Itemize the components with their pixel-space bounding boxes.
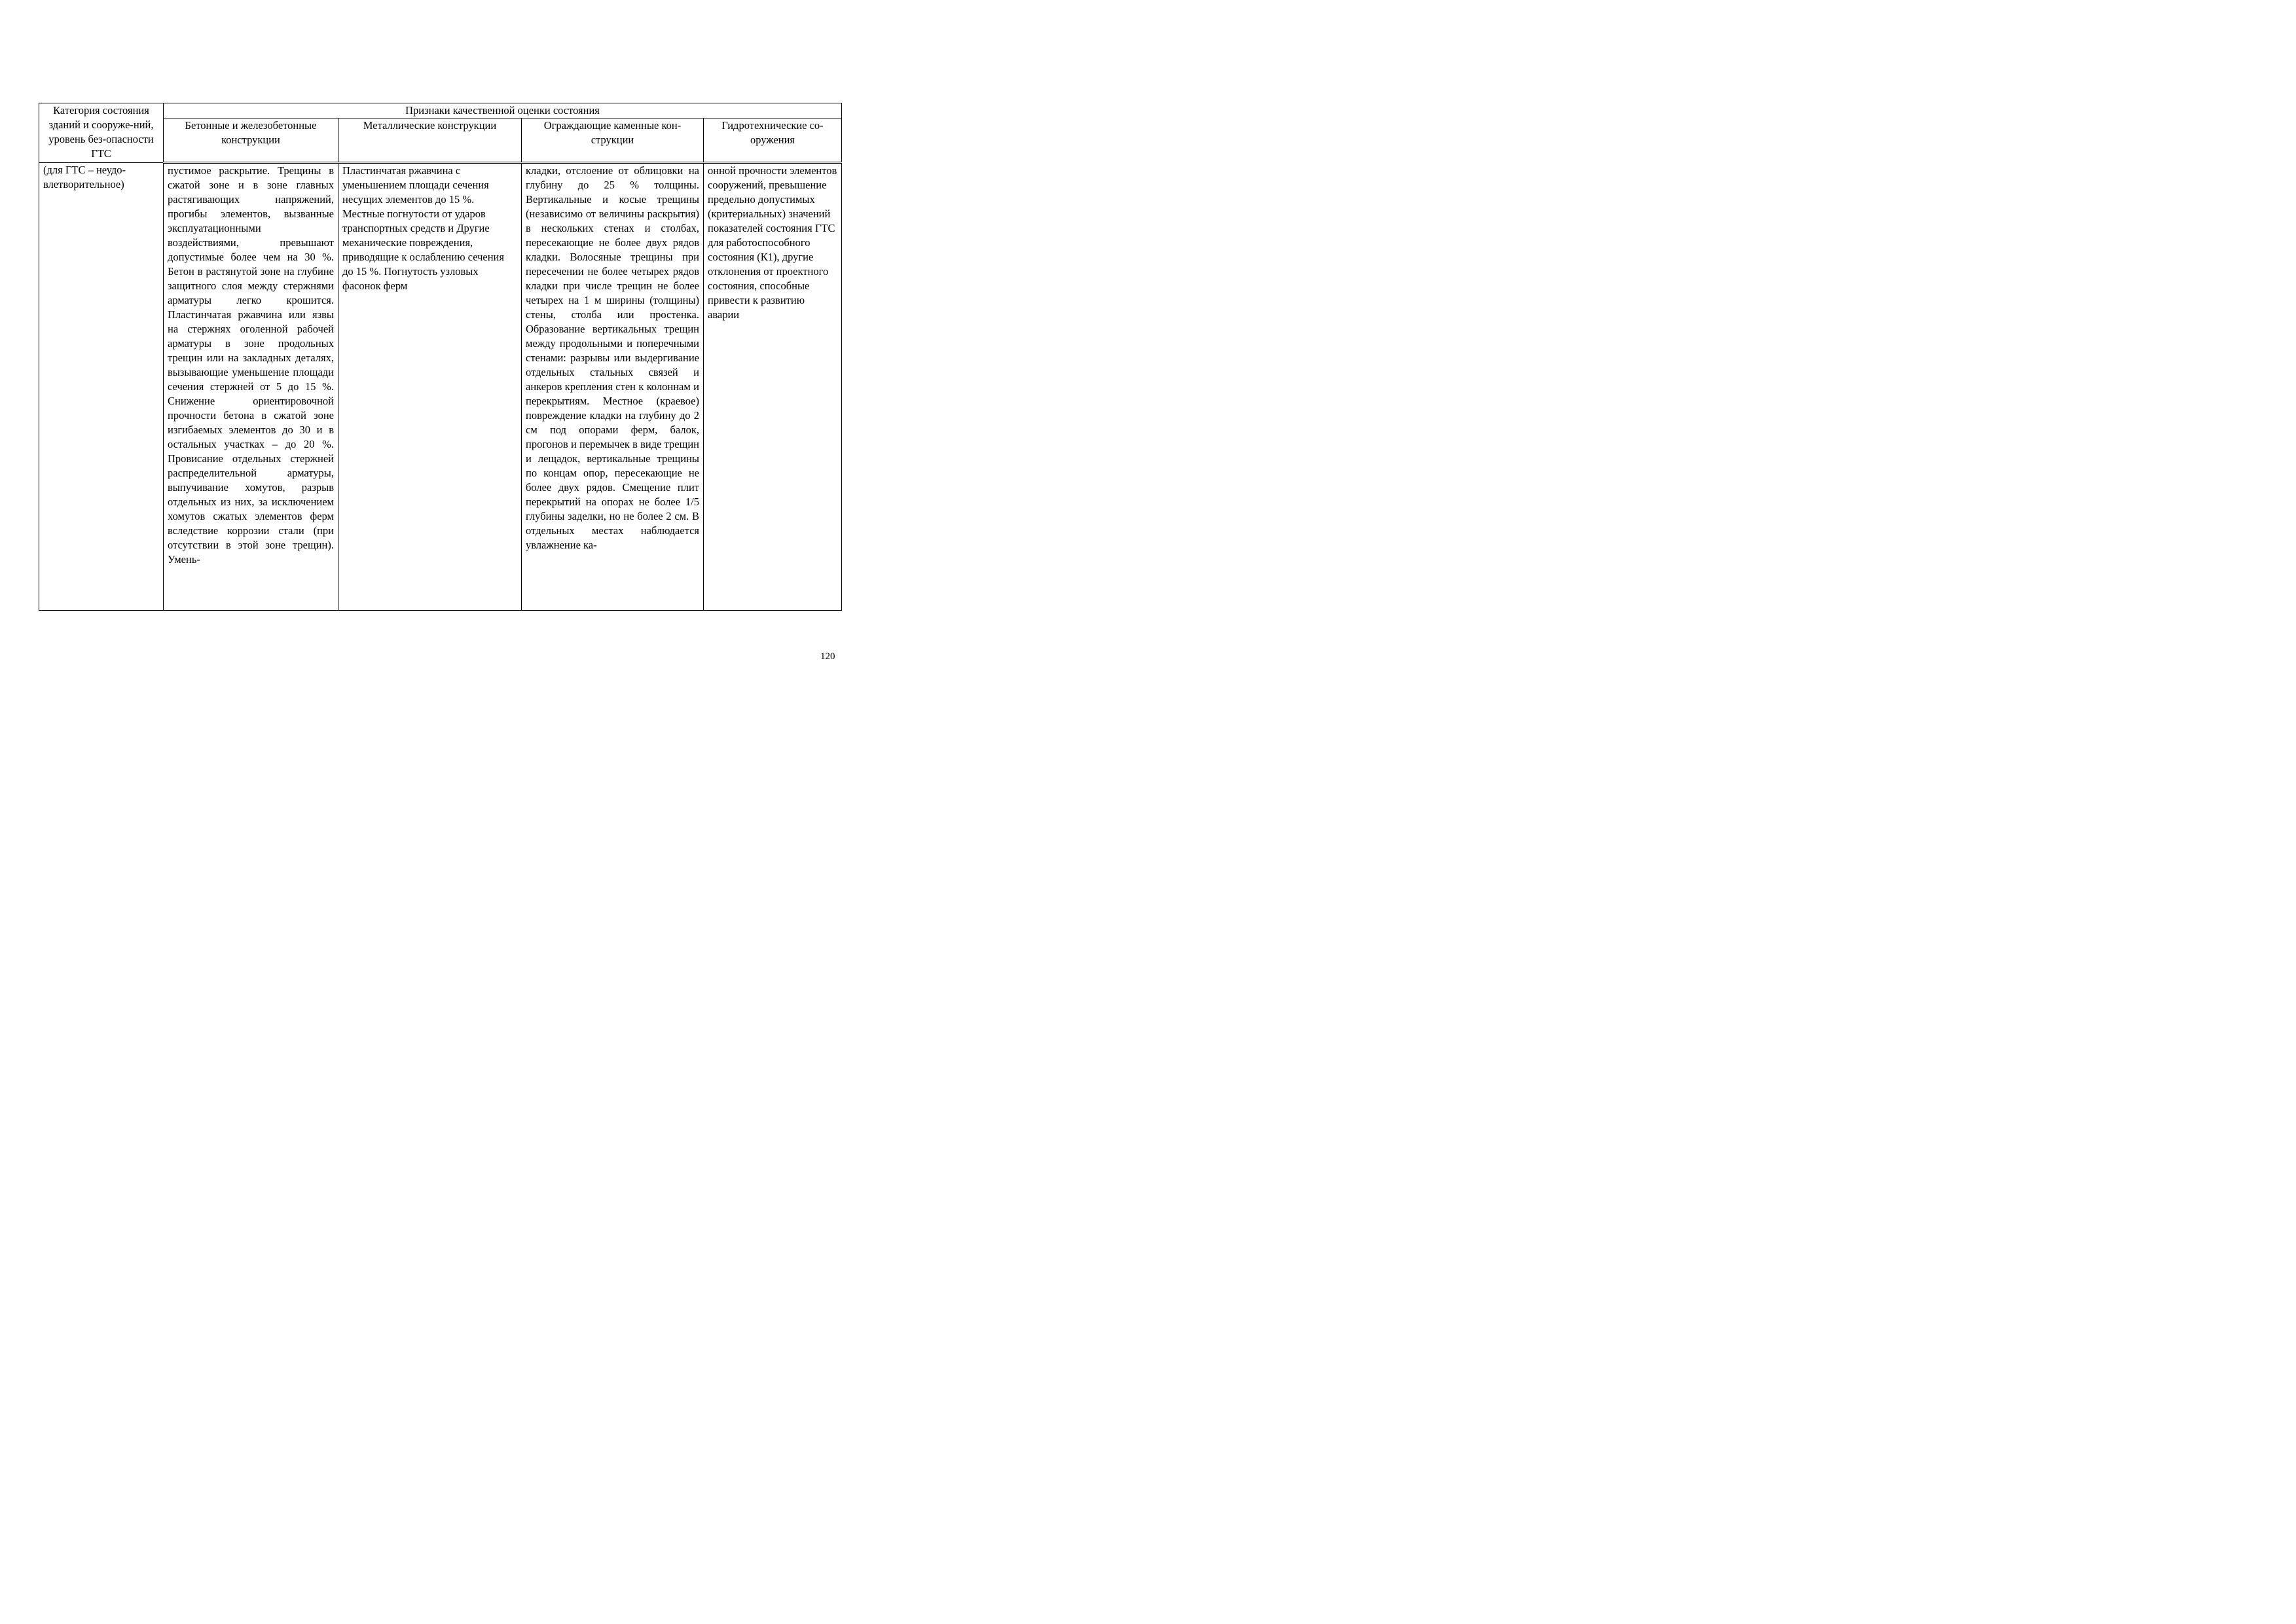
- cell-metal: Пластинчатая ржавчина с уменьшением площади сечения несущих элементов до 15 %. Местные погнутости от ударов транспортных средств и Другие механические повреждения, приводящие к ослаблению сечения до 15 %. Погнутость узловых фасонок ферм: [338, 163, 522, 611]
- cell-category: (для ГТС – неудо-влетворительное): [39, 163, 164, 611]
- cell-hydro: онной прочности элементов сооружений, превышение предельно допустимых (критериальных) значений показателей состояния ГТС для работоспособного состояния (К1), другие отклонения от проектного состояния, способные привести к развитию аварии: [704, 163, 842, 611]
- header-masonry: Ограждающие каменные кон-струкции: [522, 118, 704, 163]
- assessment-table: [39, 103, 842, 611]
- header-group: Признаки качественной оценки состояния: [164, 103, 842, 118]
- cell-masonry: кладки, отслоение от облицовки на глубину до 25 % толщины. Вертикальные и косые трещины (независимо от величины раскрытия) в нескольких стенах и столбах, пересекающие не более двух рядов кладки. Волосяные трещины при пересечении не более четырех рядов кладки при числе трещин не более четырех на 1 м ширины (толщины) стены, столба или простенка. Образование вертикальных трещин между продольными и поперечными стенами: разрывы или выдергивание отдельных стальных связей и анкеров крепления стен к колоннам и перекрытиям. Местное (краевое) повреждение кладки на глубину до 2 см под опорами ферм, балок, прогонов и перемычек в виде трещин и лещадок, вертикальные трещины по концам опор, пересекающие не более двух рядов. Смещение плит перекрытий на опорах не более 1/5 глубины заделки, но не более 2 см. В отдельных местах наблюдается увлажнение ка-: [522, 163, 704, 611]
- header-metal: Металлические конструкции: [338, 118, 522, 163]
- header-row-1: [39, 103, 842, 118]
- page-number: 120: [820, 651, 835, 662]
- header-category: Категория состояния зданий и сооруже-ний, уровень без-опасности ГТС: [39, 103, 164, 163]
- table-row: [39, 163, 842, 611]
- header-concrete: Бетонные и железобетонные конструкции: [164, 118, 338, 163]
- cell-concrete: пустимое раскрытие. Трещины в сжатой зоне и в зоне главных растягивающих напряжений, прогибы элементов, вызванные эксплуатационными воздействиями, превышают допустимые более чем на 30 %. Бетон в растянутой зоне на глубине защитного слоя между стержнями арматуры легко крошится. Пластинчатая ржавчина или язвы на стержнях оголенной рабочей арматуры в зоне продольных трещин или на закладных деталях, вызывающие уменьшение площади сечения стержней от 5 до 15 %. Снижение ориентировочной прочности бетона в сжатой зоне изгибаемых элементов до 30 и в остальных участках – до 20 %. Провисание отдельных стержней распределительной арматуры, выпучивание хомутов, разрыв отдельных из них, за исключением хомутов сжатых элементов ферм вследствие коррозии стали (при отсутствии в этой зоне трещин). Умень-: [164, 163, 338, 611]
- header-hydro: Гидротехнические со-оружения: [704, 118, 842, 163]
